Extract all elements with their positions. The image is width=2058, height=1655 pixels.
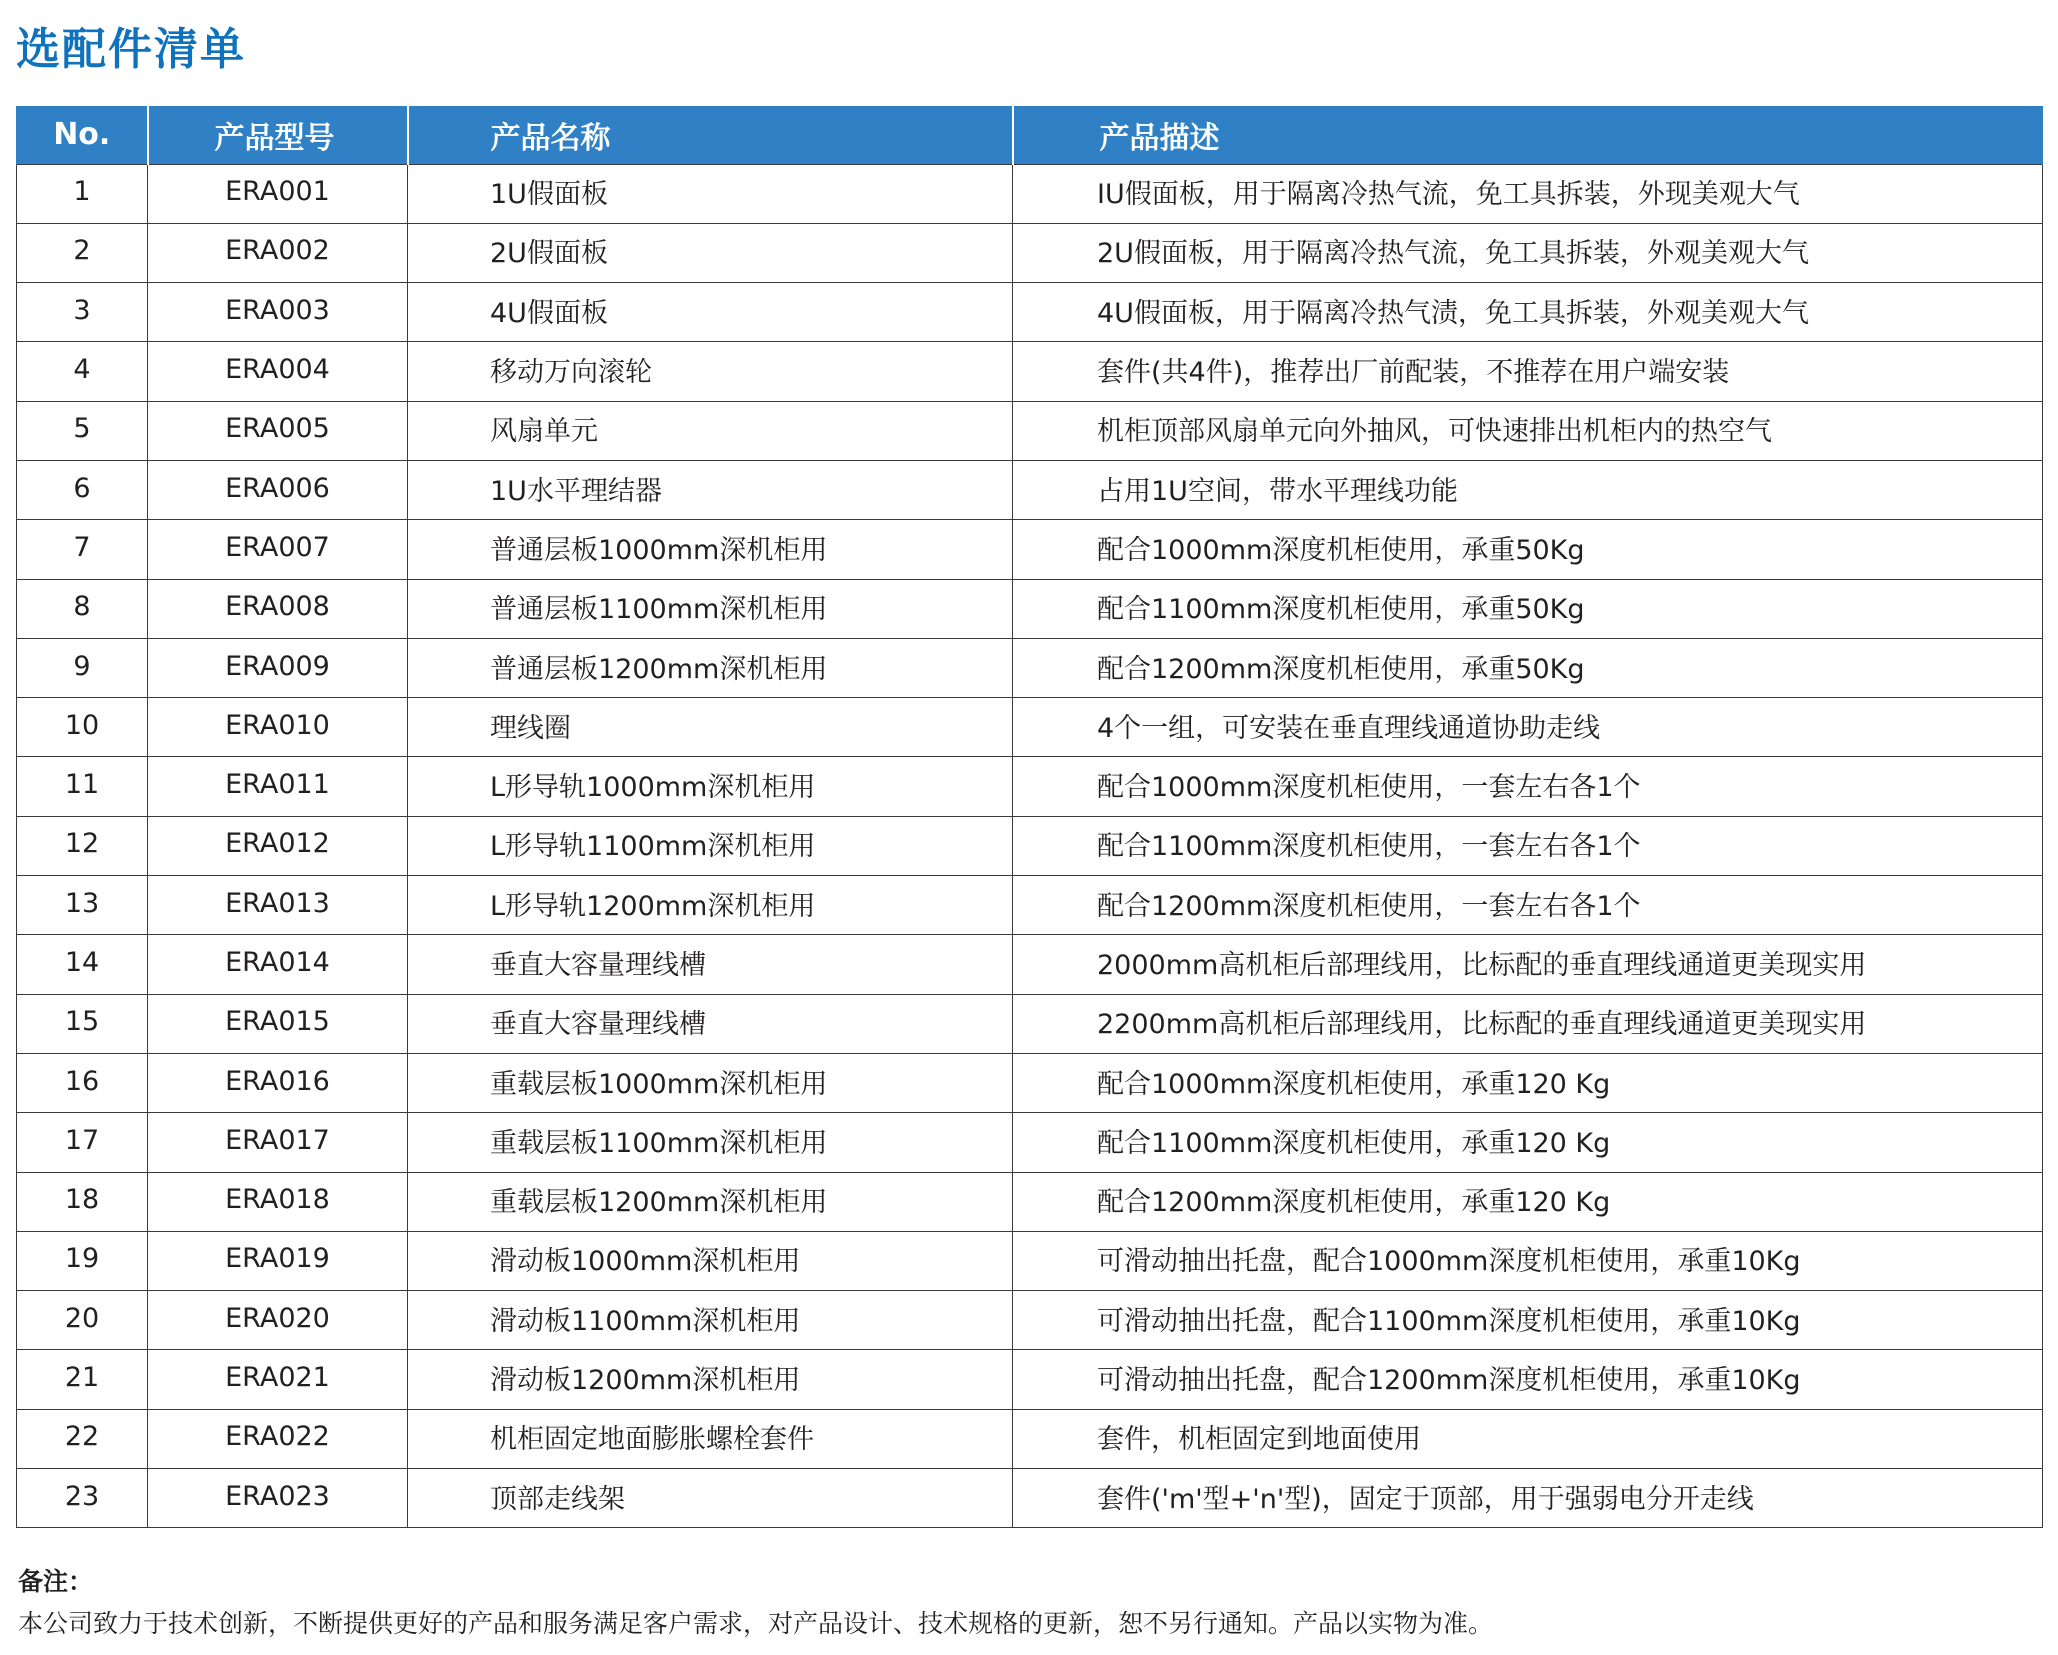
cell-no: 4 bbox=[17, 342, 148, 401]
table-row bbox=[17, 816, 2043, 875]
cell-product-name: 重载层板1200mm深机柜用 bbox=[408, 1172, 1013, 1231]
cell-product-name: 滑动板1100mm深机柜用 bbox=[408, 1291, 1013, 1350]
cell-model: ERA011 bbox=[148, 757, 408, 816]
header-no: No. bbox=[17, 106, 148, 164]
cell-description: 配合1100mm深度机柜使用，承重120 Kg bbox=[1013, 1113, 2043, 1172]
cell-product-name: 普通层板1100mm深机柜用 bbox=[408, 579, 1013, 638]
cell-no: 5 bbox=[17, 401, 148, 460]
cell-description: 2U假面板，用于隔离冷热气流，免工具拆装，外观美观大气 bbox=[1013, 223, 2043, 282]
cell-product-name: 1U假面板 bbox=[408, 164, 1013, 223]
cell-no: 20 bbox=[17, 1291, 148, 1350]
table-row bbox=[17, 757, 2043, 816]
table-header-row bbox=[17, 106, 2043, 164]
cell-product-name: 2U假面板 bbox=[408, 223, 1013, 282]
cell-model: ERA013 bbox=[148, 876, 408, 935]
cell-model: ERA009 bbox=[148, 638, 408, 697]
cell-product-name: 重载层板1000mm深机柜用 bbox=[408, 1053, 1013, 1112]
cell-model: ERA003 bbox=[148, 283, 408, 342]
cell-model: ERA002 bbox=[148, 223, 408, 282]
table-row bbox=[17, 520, 2043, 579]
header-model: 产品型号 bbox=[148, 106, 408, 164]
cell-product-name: 顶部走线架 bbox=[408, 1469, 1013, 1528]
cell-no: 2 bbox=[17, 223, 148, 282]
cell-description: 占用1U空间，带水平理线功能 bbox=[1013, 460, 2043, 519]
cell-model: ERA018 bbox=[148, 1172, 408, 1231]
cell-no: 22 bbox=[17, 1409, 148, 1468]
cell-description: 可滑动抽出托盘，配合1000mm深度机柜使用，承重10Kg bbox=[1013, 1231, 2043, 1290]
cell-no: 8 bbox=[17, 579, 148, 638]
cell-model: ERA014 bbox=[148, 935, 408, 994]
cell-no: 18 bbox=[17, 1172, 148, 1231]
cell-product-name: L形导轨1200mm深机柜用 bbox=[408, 876, 1013, 935]
table-row bbox=[17, 1291, 2043, 1350]
note-label: 备注： bbox=[18, 1567, 94, 1596]
cell-no: 21 bbox=[17, 1350, 148, 1409]
table-row bbox=[17, 1350, 2043, 1409]
cell-description: 4U假面板，用于隔离冷热气渍，免工具拆装，外观美观大气 bbox=[1013, 283, 2043, 342]
cell-description: 配合1100mm深度机柜使用，一套左右各1个 bbox=[1013, 816, 2043, 875]
table-row bbox=[17, 1053, 2043, 1112]
cell-product-name: L形导轨1100mm深机柜用 bbox=[408, 816, 1013, 875]
cell-model: ERA012 bbox=[148, 816, 408, 875]
cell-no: 12 bbox=[17, 816, 148, 875]
cell-no: 7 bbox=[17, 520, 148, 579]
cell-model: ERA017 bbox=[148, 1113, 408, 1172]
cell-model: ERA004 bbox=[148, 342, 408, 401]
cell-no: 15 bbox=[17, 994, 148, 1053]
cell-product-name: 重载层板1100mm深机柜用 bbox=[408, 1113, 1013, 1172]
cell-no: 14 bbox=[17, 935, 148, 994]
table-row bbox=[17, 994, 2043, 1053]
cell-model: ERA019 bbox=[148, 1231, 408, 1290]
cell-product-name: 垂直大容量理线槽 bbox=[408, 935, 1013, 994]
table-body bbox=[17, 164, 2043, 1528]
table-row bbox=[17, 401, 2043, 460]
table-row bbox=[17, 1231, 2043, 1290]
table-row bbox=[17, 164, 2043, 223]
cell-no: 16 bbox=[17, 1053, 148, 1112]
table-row bbox=[17, 223, 2043, 282]
cell-description: 配合1000mm深度机柜使用，承重50Kg bbox=[1013, 520, 2043, 579]
cell-product-name: 移动万向滚轮 bbox=[408, 342, 1013, 401]
table-row bbox=[17, 876, 2043, 935]
cell-description: 配合1000mm深度机柜使用，一套左右各1个 bbox=[1013, 757, 2043, 816]
cell-no: 13 bbox=[17, 876, 148, 935]
header-product-name: 产品名称 bbox=[408, 106, 1013, 164]
table-row bbox=[17, 1409, 2043, 1468]
table-row bbox=[17, 579, 2043, 638]
cell-model: ERA006 bbox=[148, 460, 408, 519]
cell-product-name: 机柜固定地面膨胀螺栓套件 bbox=[408, 1409, 1013, 1468]
cell-product-name: 普通层板1000mm深机柜用 bbox=[408, 520, 1013, 579]
cell-description: 可滑动抽出托盘，配合1100mm深度机柜使用，承重10Kg bbox=[1013, 1291, 2043, 1350]
table-row bbox=[17, 460, 2043, 519]
cell-product-name: 理线圈 bbox=[408, 698, 1013, 757]
cell-product-name: 4U假面板 bbox=[408, 283, 1013, 342]
cell-model: ERA020 bbox=[148, 1291, 408, 1350]
cell-product-name: L形导轨1000mm深机柜用 bbox=[408, 757, 1013, 816]
table-row bbox=[17, 1113, 2043, 1172]
cell-no: 3 bbox=[17, 283, 148, 342]
cell-model: ERA015 bbox=[148, 994, 408, 1053]
cell-model: ERA008 bbox=[148, 579, 408, 638]
cell-product-name: 普通层板1200mm深机柜用 bbox=[408, 638, 1013, 697]
cell-model: ERA021 bbox=[148, 1350, 408, 1409]
cell-no: 1 bbox=[17, 164, 148, 223]
table-row bbox=[17, 283, 2043, 342]
cell-model: ERA022 bbox=[148, 1409, 408, 1468]
cell-no: 17 bbox=[17, 1113, 148, 1172]
cell-model: ERA005 bbox=[148, 401, 408, 460]
cell-product-name: 滑动板1000mm深机柜用 bbox=[408, 1231, 1013, 1290]
cell-model: ERA016 bbox=[148, 1053, 408, 1112]
table-row bbox=[17, 935, 2043, 994]
header-description: 产品描述 bbox=[1013, 106, 2043, 164]
accessory-table bbox=[16, 106, 2043, 1528]
table-row bbox=[17, 342, 2043, 401]
cell-description: 2200mm高机柜后部理线用，比标配的垂直理线通道更美现实用 bbox=[1013, 994, 2043, 1053]
cell-description: 套件('m'型+'n'型)，固定于顶部，用于强弱电分开走线 bbox=[1013, 1469, 2043, 1528]
cell-description: 套件，机柜固定到地面使用 bbox=[1013, 1409, 2043, 1468]
cell-description: 配合1200mm深度机柜使用，承重120 Kg bbox=[1013, 1172, 2043, 1231]
cell-product-name: 风扇单元 bbox=[408, 401, 1013, 460]
table-row bbox=[17, 698, 2043, 757]
cell-no: 9 bbox=[17, 638, 148, 697]
cell-description: 配合1000mm深度机柜使用，承重120 Kg bbox=[1013, 1053, 2043, 1112]
cell-description: 2000mm高机柜后部理线用，比标配的垂直理线通道更美现实用 bbox=[1013, 935, 2043, 994]
cell-description: 套件(共4件)，推荐出厂前配装，不推荐在用户端安装 bbox=[1013, 342, 2043, 401]
cell-model: ERA007 bbox=[148, 520, 408, 579]
cell-no: 6 bbox=[17, 460, 148, 519]
cell-no: 10 bbox=[17, 698, 148, 757]
cell-model: ERA010 bbox=[148, 698, 408, 757]
cell-model: ERA001 bbox=[148, 164, 408, 223]
cell-description: 可滑动抽出托盘，配合1200mm深度机柜使用，承重10Kg bbox=[1013, 1350, 2043, 1409]
cell-description: 4个一组，可安装在垂直理线通道协助走线 bbox=[1013, 698, 2043, 757]
cell-product-name: 1U水平理结器 bbox=[408, 460, 1013, 519]
cell-description: 配合1200mm深度机柜使用，承重50Kg bbox=[1013, 638, 2043, 697]
cell-no: 23 bbox=[17, 1469, 148, 1528]
cell-description: 机柜顶部风扇单元向外抽风，可快速排出机柜内的热空气 bbox=[1013, 401, 2043, 460]
page-title: 选配件清单 bbox=[16, 24, 246, 75]
cell-product-name: 垂直大容量理线槽 bbox=[408, 994, 1013, 1053]
cell-product-name: 滑动板1200mm深机柜用 bbox=[408, 1350, 1013, 1409]
note-text: 本公司致力于技术创新，不断提供更好的产品和服务满足客户需求，对产品设计、技术规格的更新，恕不另行通知。产品以实物为准。 bbox=[18, 1609, 1494, 1638]
cell-description: 配合1100mm深度机柜使用，承重50Kg bbox=[1013, 579, 2043, 638]
table-row bbox=[17, 638, 2043, 697]
cell-no: 19 bbox=[17, 1231, 148, 1290]
cell-description: IU假面板，用于隔离冷热气流，免工具拆装，外现美观大气 bbox=[1013, 164, 2043, 223]
cell-model: ERA023 bbox=[148, 1469, 408, 1528]
cell-description: 配合1200mm深度机柜使用，一套左右各1个 bbox=[1013, 876, 2043, 935]
cell-no: 11 bbox=[17, 757, 148, 816]
table-row bbox=[17, 1172, 2043, 1231]
table-row bbox=[17, 1469, 2043, 1528]
